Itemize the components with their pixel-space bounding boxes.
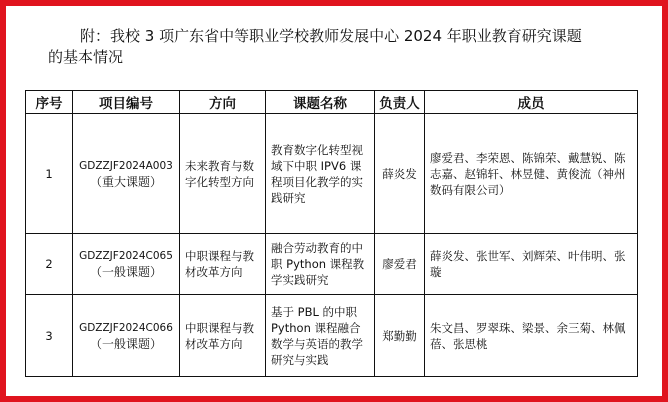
cell-lead: 薛炎发 (375, 114, 425, 234)
header-title: 课题名称 (266, 91, 375, 114)
cell-code (73, 234, 180, 295)
cell-direction: 未来教育与数字化转型方向 (180, 114, 266, 234)
cell-no: 1 (26, 114, 73, 234)
intro-line-1: 附：我校 3 项广东省中等职业学校教师发展中心 2024 年职业教育研究课题 (80, 27, 582, 45)
cell-no: 2 (26, 234, 73, 295)
cell-code (73, 114, 180, 234)
project-kind: （一般课题） (89, 336, 162, 351)
header-no: 序号 (26, 91, 73, 114)
header-direction: 方向 (180, 91, 266, 114)
cell-title: 教育数字化转型视域下中职 IPV6 课程项目化教学的实践研究 (266, 114, 375, 234)
header-code: 项目编号 (73, 91, 180, 114)
cell-lead: 郑勤勤 (375, 295, 425, 377)
cell-code (73, 295, 180, 377)
header-lead: 负责人 (375, 91, 425, 114)
cell-members: 朱文昌、罗翠珠、梁景、余三菊、林佩蓓、张思桃 (425, 295, 638, 377)
cell-direction: 中职课程与教材改革方向 (180, 295, 266, 377)
cell-members: 廖爱君、李荣恩、陈锦荣、戴慧锐、陈志嘉、赵锦轩、林昱健、黄俊流（神州数码有限公司） (425, 114, 638, 234)
intro-paragraph (48, 26, 648, 68)
project-kind: （一般课题） (89, 265, 162, 279)
project-table (25, 90, 638, 377)
project-code: GDZZJF2024C066 (79, 321, 173, 334)
cropped-text-line (61, 2, 531, 8)
cell-direction: 中职课程与教材改革方向 (180, 234, 266, 295)
project-kind: （重大课题） (89, 174, 162, 189)
intro-line-2: 的基本情况 (48, 48, 124, 66)
cell-title: 基于 PBL 的中职 Python 课程融合数学与英语的教学研究与实践 (266, 295, 375, 377)
table-header-row (26, 91, 638, 114)
cell-no: 3 (26, 295, 73, 377)
table-row (26, 295, 638, 377)
table-row (26, 114, 638, 234)
header-members: 成员 (425, 91, 638, 114)
cell-title: 融合劳动教育的中职 Python 课程教学实践研究 (266, 234, 375, 295)
project-code: GDZZJF2024A003 (79, 159, 173, 172)
table-row (26, 234, 638, 295)
project-code: GDZZJF2024C065 (79, 250, 173, 262)
cell-members: 薛炎发、张世军、刘辉荣、叶伟明、张璇 (425, 234, 638, 295)
cell-lead: 廖爱君 (375, 234, 425, 295)
